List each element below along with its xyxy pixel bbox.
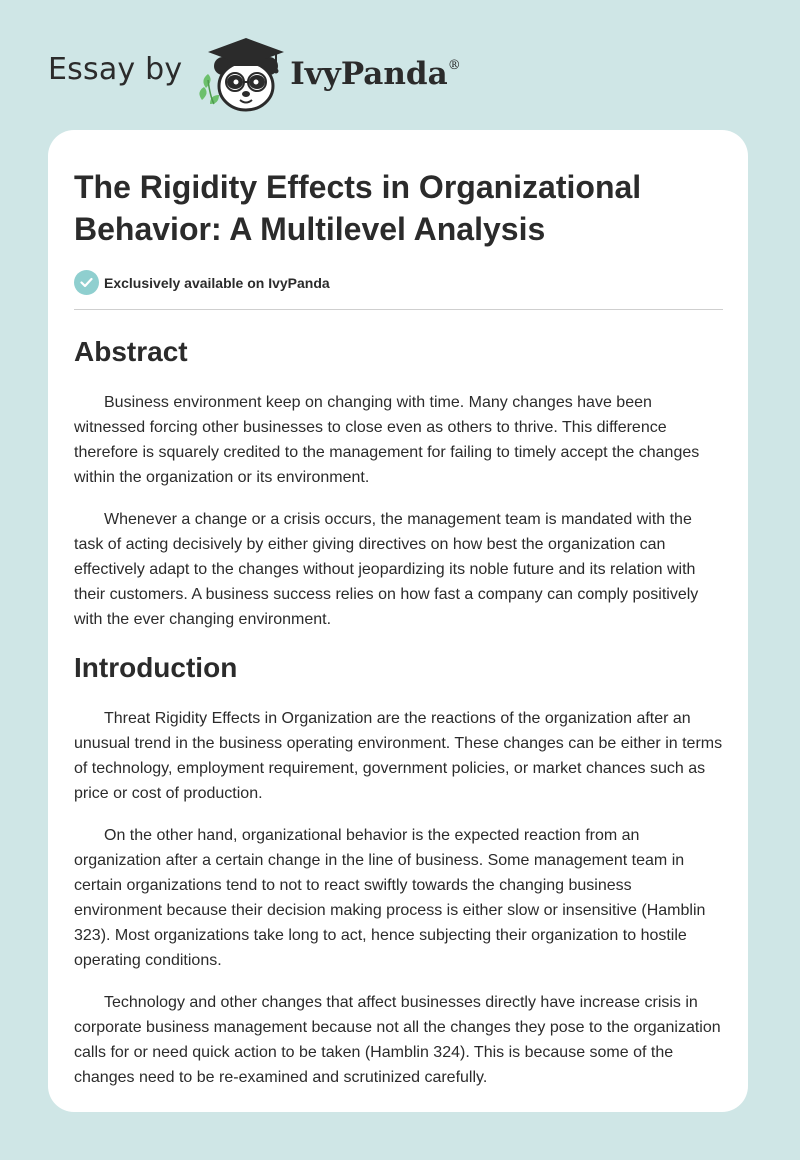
section-introduction <box>74 652 722 1090</box>
section-abstract <box>74 336 722 632</box>
paragraph: Technology and other changes that affect businesses directly have increase crisis in corporate business management because not all the changes they pose to the organization calls for or need quick action to be taken (Hamblin 324). This is because some of the changes need to be re-examined and scrutinized carefully. <box>74 994 721 1086</box>
ivypanda-logo-link[interactable] <box>196 30 460 114</box>
essay-by-label: Essay by <box>48 51 183 87</box>
paragraph: Whenever a change or a crisis occurs, the management team is mandated with the task of acting decisively by either giving directives on how best the organization can effectively adapt to the changes without jeopardizing its noble future and its relation with their customers. A business success relies on how fast a company can comply positively with the ever changing environment. <box>74 511 699 628</box>
panda-graduate-icon <box>196 30 286 114</box>
check-icon <box>74 270 99 295</box>
page-title: The Rigidity Effects in Organizational Behavior: A Multilevel Analysis <box>74 169 642 247</box>
divider <box>74 309 723 310</box>
paragraph: Threat Rigidity Effects in Organization are the reactions of the organization after an unusual trend in the business operating environment. These changes can be either in terms of technology, employment requirement, government policies, or market chances such as price or cost of production. <box>74 710 723 802</box>
essay-card <box>48 130 748 1112</box>
registered-mark: ® <box>447 58 461 73</box>
section-heading: Abstract <box>74 336 188 367</box>
site-header <box>48 30 461 114</box>
brand-name: IvyPanda® <box>290 56 461 92</box>
paragraph: On the other hand, organizational behavior is the expected reaction from an organization after a certain change in the line of business. Some management team in certain organizations tend to not to react swiftly towards the changing business environment because their decision making process is either slow or insensitive (Hamblin 323). Most organizations take long to act, hence subjecting their organization to hostile operating conditions. <box>74 827 706 969</box>
section-heading: Introduction <box>74 652 238 683</box>
paragraph: Business environment keep on changing with time. Many changes have been witnessed forcing other businesses to close even as others to thrive. This difference therefore is squarely credited to the management for failing to timely accept the changes within the organization or its environment. <box>74 394 700 486</box>
badge-text: Exclusively available on IvyPanda <box>104 274 330 291</box>
exclusive-badge <box>74 270 722 295</box>
